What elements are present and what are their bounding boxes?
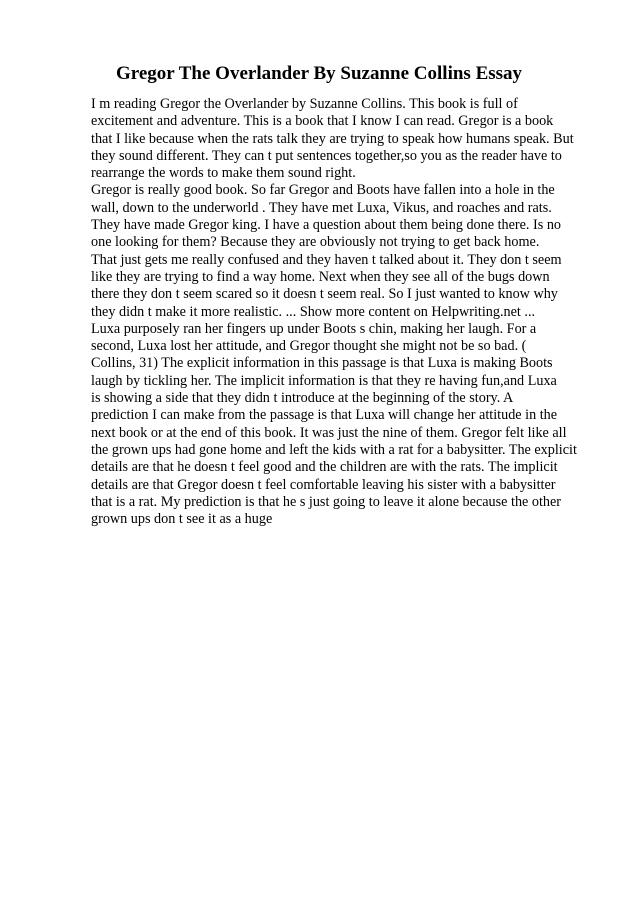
page-title: Gregor The Overlander By Suzanne Collins Essay bbox=[115, 63, 523, 84]
text-line: second, Luxa lost her attitude, and Gregor thought she might not be so bad. ( bbox=[91, 338, 527, 355]
text-line: that I like because when the rats talk they are trying to speak how humans speak. But bbox=[91, 130, 574, 147]
text-line: They have made Gregor king. I have a question about them being done there. Is no bbox=[91, 217, 562, 234]
text-line: rearrange the words to make them sound right. bbox=[91, 165, 356, 182]
text-line: That just gets me really confused and they haven t talked about it. They don t seem bbox=[91, 251, 562, 268]
text-line: they didn t make it more realistic. ... Show more content on Helpwriting.net ... bbox=[91, 303, 536, 320]
text-line: details are that Gregor doesn t feel comfortable leaving his sister with a babysitter bbox=[91, 476, 556, 493]
essay-body bbox=[91, 96, 638, 528]
text-line: next book or at the end of this book. It was just the nine of them. Gregor felt like all bbox=[91, 424, 567, 441]
text-line: grown ups don t see it as a huge bbox=[91, 511, 273, 528]
text-line: I m reading Gregor the Overlander by Suzanne Collins. This book is full of bbox=[91, 96, 518, 112]
text-line: laugh by tickling her. The implicit information is that they re having fun,and Luxa bbox=[91, 372, 557, 389]
text-line: excitement and adventure. This is a book that I know I can read. Gregor is a book bbox=[91, 113, 554, 130]
text-line: Luxa purposely ran her fingers up under Boots s chin, making her laugh. For a bbox=[91, 320, 537, 337]
text-line: details are that he doesn t feel good and the children are with the rats. The implicit bbox=[91, 459, 558, 476]
text-line: Gregor is really good book. So far Gregor and Boots have fallen into a hole in the bbox=[91, 182, 555, 199]
text-line: wall, down to the underworld . They have met Luxa, Vikus, and roaches and rats. bbox=[91, 199, 552, 216]
text-line: one looking for them? Because they are obviously not trying to get back home. bbox=[91, 234, 540, 251]
text-line: is showing a side that they didn t introduce at the beginning of the story. A bbox=[91, 390, 514, 407]
text-line: there they don t seem scared so it doesn t seem real. So I just wanted to know why bbox=[91, 286, 558, 303]
text-line: they sound different. They can t put sentences together,so you as the reader have to bbox=[91, 147, 562, 164]
text-line: prediction I can make from the passage is that Luxa will change her attitude in the bbox=[91, 407, 558, 424]
text-line: the grown ups had gone home and left the kids with a rat for a babysitter. The explicit bbox=[91, 441, 577, 458]
text-line: that is a rat. My prediction is that he s just going to leave it alone because the other bbox=[91, 493, 562, 510]
text-line: Collins, 31) The explicit information in this passage is that Luxa is making Boots bbox=[91, 355, 553, 372]
text-line: like they are trying to find a way home. Next when they see all of the bugs down bbox=[91, 268, 550, 285]
